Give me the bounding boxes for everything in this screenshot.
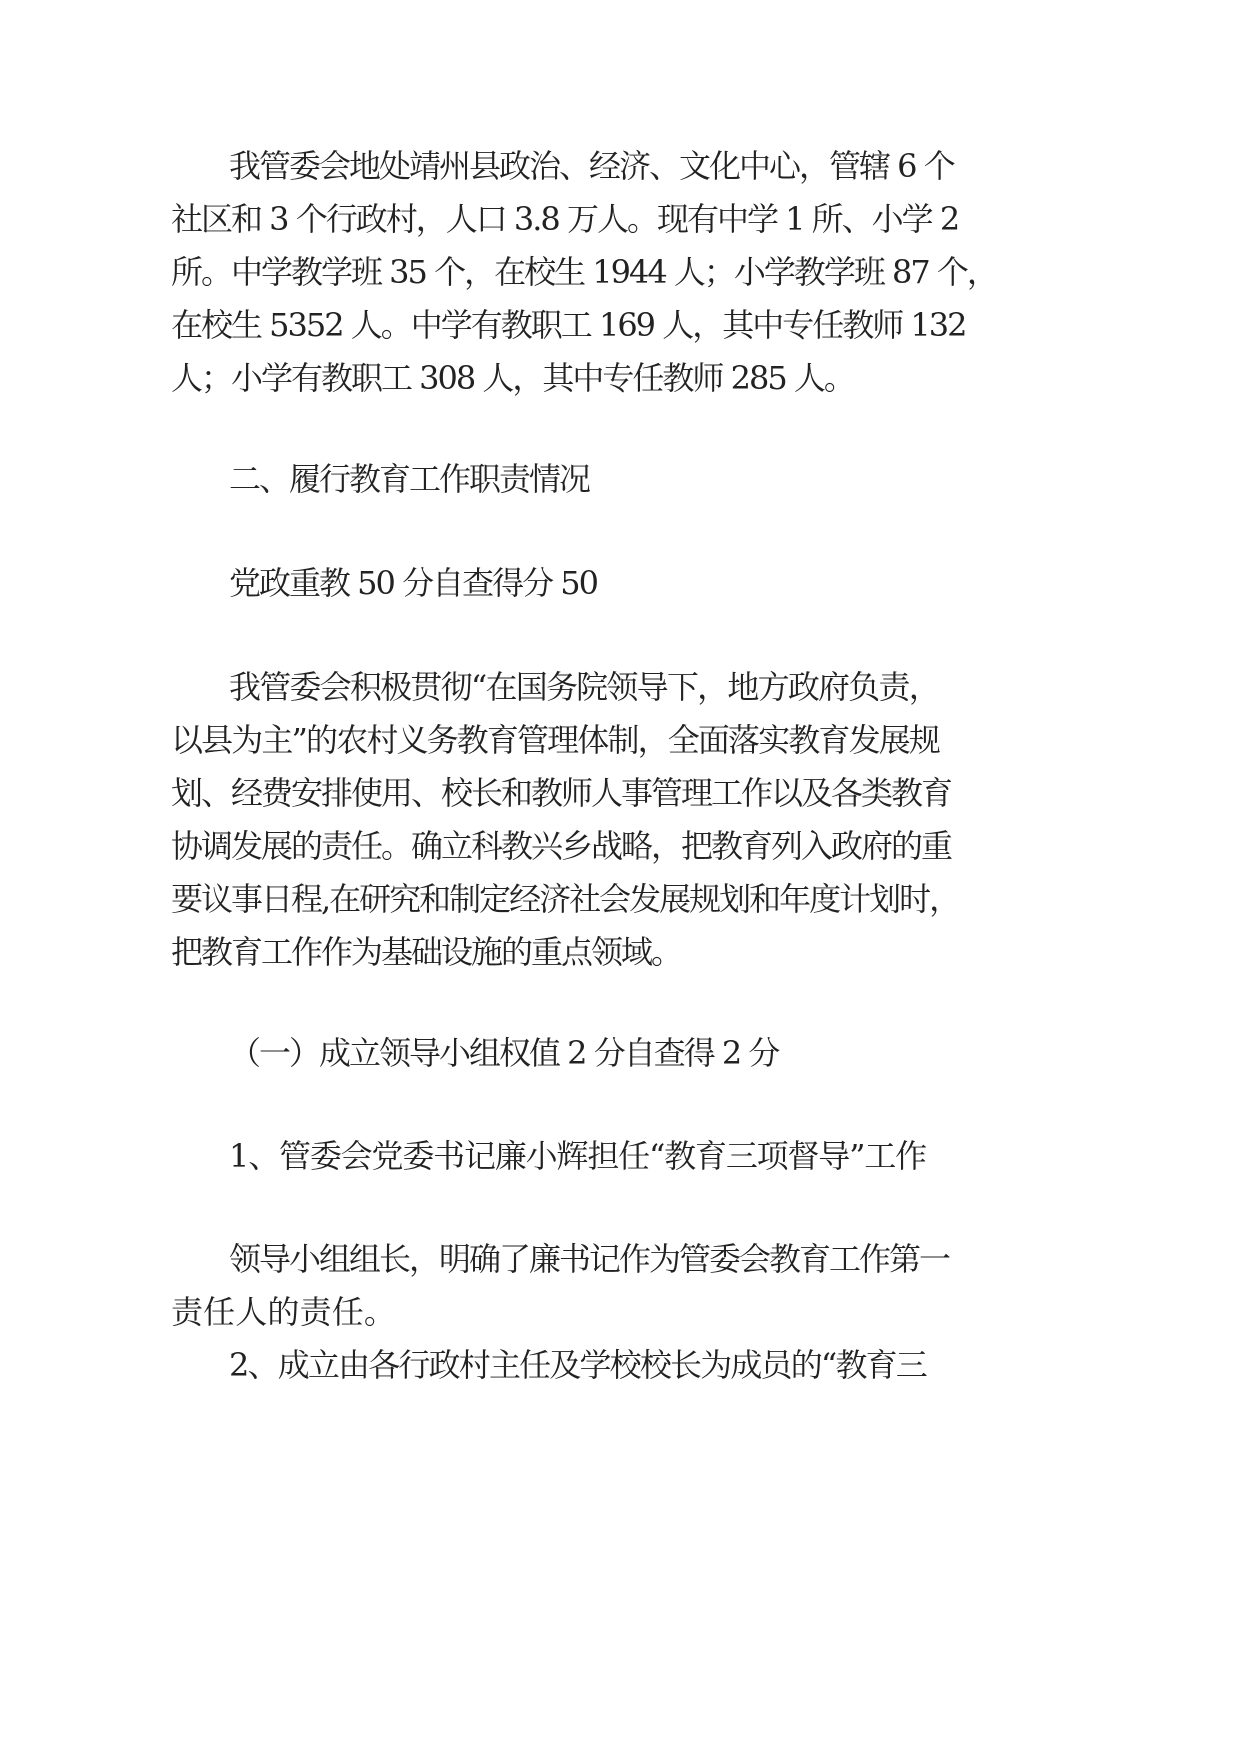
text-line: 要议事日程,在研究和制定经济社会发展规划和年度计划时，	[171, 880, 960, 918]
text-line: 划、经费安排使用、校长和教师人事管理工作以及各类教育	[171, 774, 952, 812]
list-item: 2、成立由各行政村主任及学校校长为成员的“教育三	[229, 1346, 926, 1384]
text-line: 我管委会地处靖州县政治、经济、文化中心，管辖 6 个	[229, 147, 954, 185]
text-line: 以县为主”的农村义务教育管理体制，全面落实教育发展规	[171, 721, 939, 759]
section-heading: 二、履行教育工作职责情况	[229, 460, 590, 498]
score-line: 党政重教 50 分自查得分 50	[229, 564, 597, 602]
text-line: 协调发展的责任。确立科教兴乡战略，把教育列入政府的重	[171, 827, 952, 865]
text-line: 在校生 5352 人。中学有教职工 169 人，其中专任教师 132	[171, 306, 966, 344]
text-line: 人；小学有教职工 308 人，其中专任教师 285 人。	[171, 359, 854, 397]
sub-heading: （一）成立领导小组权值 2 分自查得 2 分	[229, 1034, 779, 1072]
text-line: 社区和 3 个行政村，人口 3.8 万人。现有中学 1 所、小学 2	[171, 200, 959, 238]
text-line: 责任人的责任。	[171, 1293, 396, 1331]
text-line: 所。中学教学班 35 个，在校生 1944 人；小学教学班 87 个，	[171, 253, 997, 291]
text-line: 把教育工作作为基础设施的重点领域。	[171, 933, 682, 971]
list-item: 1、管委会党委书记廉小辉担任“教育三项督导”工作	[229, 1137, 926, 1175]
text-line: 我管委会积极贯彻“在国务院领导下，地方政府负责，	[229, 668, 939, 706]
text-line: 领导小组组长，明确了廉书记作为管委会教育工作第一	[229, 1240, 950, 1278]
